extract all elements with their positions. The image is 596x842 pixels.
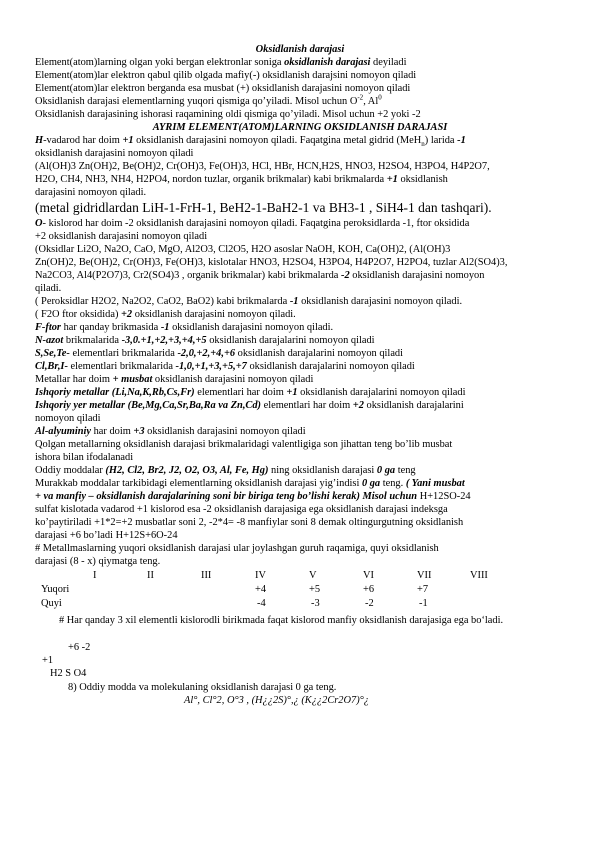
- group-rule-line-1: # Metallmaslarning yuqori oksidlanish darajasi ular joylashgan guruh raqamiga, quyi oksidlanish: [35, 543, 439, 554]
- upper-value-5: +5: [309, 584, 321, 595]
- upper-value-6: +6: [363, 584, 375, 595]
- intro-line-5: Oksidlanish darajasining ishorasi raqamining oldi qismiga qo’yiladi. Misol uchun +2 yoki -2: [35, 109, 421, 120]
- oxygen-line-2: +2 oksidlanish darajasini nomoyon qiladi: [35, 231, 208, 242]
- upper-value-7: +7: [417, 584, 429, 595]
- fluorine-line: F-ftor har qanday brikmasida -1 oksidlanish darajasini nomoyon qiladi.: [35, 322, 334, 333]
- section-heading: AYRIM ELEMENT(ATOM)LARNING OKSIDLANISH DARAJASI: [152, 122, 448, 133]
- group-header-6: VI: [363, 570, 374, 581]
- intro-line-2: Element(atom)lar elektron qabul qilib olgada mafiy(-) oksidlanish darajsini nomoyon qiladi: [35, 70, 417, 81]
- other-metals-line-1: Qolgan metallarning oksidlanish darajasi brikmalaridagi valentligiga son jihattan teng bo’lib musbat: [35, 439, 453, 450]
- group-header-7: VII: [417, 570, 432, 581]
- lower-value-5: -3: [311, 598, 320, 609]
- upper-value-4: +4: [255, 584, 267, 595]
- oxygen-line-6: qiladi.: [35, 283, 62, 294]
- group-header-5: V: [309, 570, 317, 581]
- oxygen-peroxides: ( Peroksidlar H2O2, Na2O2, CaO2, BaO2) kabi brikmalarda -1 oksidlanish darajasini nomoyon qiladi.: [35, 296, 463, 307]
- oxygen-line-1: O- kislorod har doim -2 oksidlanish darajasini nomoyon qiladi. Faqatgina peroksidlarda -1, ftor oksidida: [35, 218, 470, 229]
- hydrogen-line-1: H-vadarod har doim +1 oksidlanish darajasini nomoyon qiladi. Faqatgina metal gidrid (MeH$_n$) larida -1: [35, 135, 466, 149]
- simple-substances-line: Oddiy moddalar (H2, Cl2, Br2, J2, O2, O3, Al, Fe, Hg) ning oksidlanish darajasi 0 ga teng: [35, 465, 416, 476]
- metals-line: Metallar har doim + musbat oksidlanish darajasini nomoyon qiladi: [35, 374, 314, 385]
- hydrogen-exceptions: (metal gidridlardan LiH-1-FrH-1, BeH2-1-BaH2-1 va BH3-1 , SiH4-1 dan tashqari).: [35, 200, 492, 215]
- group-rule-line-2: darajasi (8 - x) qiymatga teng.: [35, 556, 161, 567]
- alkali-line: Ishqoriy metallar (Li,Na,K,Rb,Cs,Fr) elementlari har doim +1 oksidlanish darajalarini nomoyon qiladi: [35, 387, 466, 398]
- sulfur-line: S,Se,Te- elementlari brikmalarida -2,0,+2,+4,+6 oksidlanish darajalarini nomoyon qiladi: [35, 348, 404, 359]
- group-header-1: I: [93, 570, 97, 581]
- alkaline-earth-line-2: nomoyon qiladi: [35, 413, 101, 424]
- lower-value-6: -2: [365, 598, 374, 609]
- compound-line-2: + va manfiy – oksidlanish darajalarining soni bir biriga teng bo’lishi kerak) Misol uchun H+12SO-24: [35, 491, 471, 502]
- group-table: [35, 570, 565, 640]
- lower-value-4: -4: [257, 598, 266, 609]
- hydrogen-list-3: darajasini nomoyon qiladi.: [35, 187, 147, 198]
- compound-line-1: Murakkab moddalar tarkibidagi elementlarning oksidlanish darajasi yig’indisi 0 ga teng. ( Yani musbat: [35, 478, 465, 489]
- compound-line-3: sulfat kislotada vadarod +1 kislorod esa -2 oksidlanish darajasiga ega oksidlanish darajasi indeksga: [35, 504, 448, 515]
- intro-line-1: Element(atom)larning olgan yoki bergan elektronlar soniga oksidlanish darajasi deyiladi: [35, 57, 407, 68]
- example-charges-left: +1: [42, 655, 54, 666]
- group-header-2: II: [147, 570, 154, 581]
- three-element-rule: # Har qanday 3 xil elementli kislorodli birikmada faqat kislorod manfiy oksidlanish darajasiga ega bo‘ladi.: [59, 615, 504, 626]
- compound-line-5: darajasi +6 bo’ladi H+12S+6O-24: [35, 530, 178, 541]
- simple-substance-examples: Al°, Cl°2, O°3 , (H¿¿2S)°,¿ (K¿¿2Cr2O7)°¿: [184, 695, 370, 706]
- simple-substance-rule: 8) Oddiy modda va molekulaning oksidlanish darajasi 0 ga teng.: [68, 682, 337, 693]
- group-header-8: VIII: [470, 570, 488, 581]
- hydrogen-list-1: (Al(OH)3 Zn(OH)2, Be(OH)2, Cr(OH)3, Fe(OH)3, HCl, HBr, HCN,H2S, HNO3, H2SO4, H3PO4, H4P2O7,: [35, 161, 490, 172]
- example-formula: H2 S O4: [50, 668, 87, 679]
- aluminium-line: Al-alyuminiy har doim +3 oksidlanish darajasini nomoyon qiladi: [35, 426, 306, 437]
- halogen-line: Cl,Br,I- elementlari brikmalarida -1,0,+1,+3,+5,+7 oksidlanish darajalarini nomoyon qiladi: [35, 361, 415, 372]
- nitrogen-line: N-azot brikmalarida -3,0.+1,+2,+3,+4,+5 oksidlanish darajalarini nomoyon qiladi: [35, 335, 375, 346]
- intro-line-3: Element(atom)lar elektron berganda esa musbat (+) oksidlanish darajasini nomoyon qiladi: [35, 83, 411, 94]
- oxygen-line-4: Zn(OH)2, Be(OH)2, Cr(OH)3, Fe(OH)3, kislotalar HNO3, H2SO4, H3PO4, H4P2O7, H2PO4, tuzlar Al2(SO4)3,: [35, 257, 508, 268]
- compound-line-4: ko’paytiriladi +1*2=+2 musbatlar soni 2, -2*4= -8 manfiylar soni 8 demak oltingurgutning oksidlanish: [35, 517, 464, 528]
- hydrogen-list-2: H2O, CH4, NH3, NH4, H2PO4, nordon tuzlar, organik brikmalar) kabi brikmalarda +1 oksidlanish: [35, 174, 448, 185]
- page-title: Oksidlanish darajasi: [255, 44, 345, 55]
- row-label-upper: Yuqori: [41, 584, 70, 595]
- hydrogen-line-2: oksidlanish darajasini nomoyon qiladi: [35, 148, 194, 159]
- oxygen-f2o: ( F2O ftor oksidida) +2 oksidlanish darajasini nomoyon qiladi.: [35, 309, 296, 320]
- intro-line-4: Oksidlanish darajasi elementlarning yuqori qismiga qo’yiladi. Misol uchun $O^{-2}$, Al$^0$: [35, 93, 382, 107]
- oxygen-line-3: (Oksidlar Li2O, Na2O, CaO, MgO, Al2O3, Cl2O5, H2O asoslar NaOH, KOH, Ca(OH)2, (Al(OH)3: [35, 244, 451, 255]
- oxygen-line-5: Na2CO3, Al4(P2O7)3, Cr2(SO4)3 , organik brikmalar) kabi brikmalarda -2 oksidlanish darajasini nomoyon: [35, 270, 485, 281]
- other-metals-line-2: ishora bilan ifodalanadi: [35, 452, 134, 463]
- alkaline-earth-line: Ishqoriy yer metallar (Be,Mg,Ca,Sr,Ba,Ra va Zn,Cd) elementlari har doim +2 oksidlanish darajalarini: [35, 400, 464, 411]
- example-charges-top: +6 -2: [68, 642, 91, 653]
- lower-value-7: -1: [419, 598, 428, 609]
- group-header-4: IV: [255, 570, 266, 581]
- row-label-lower: Quyi: [41, 598, 62, 609]
- group-header-3: III: [201, 570, 212, 581]
